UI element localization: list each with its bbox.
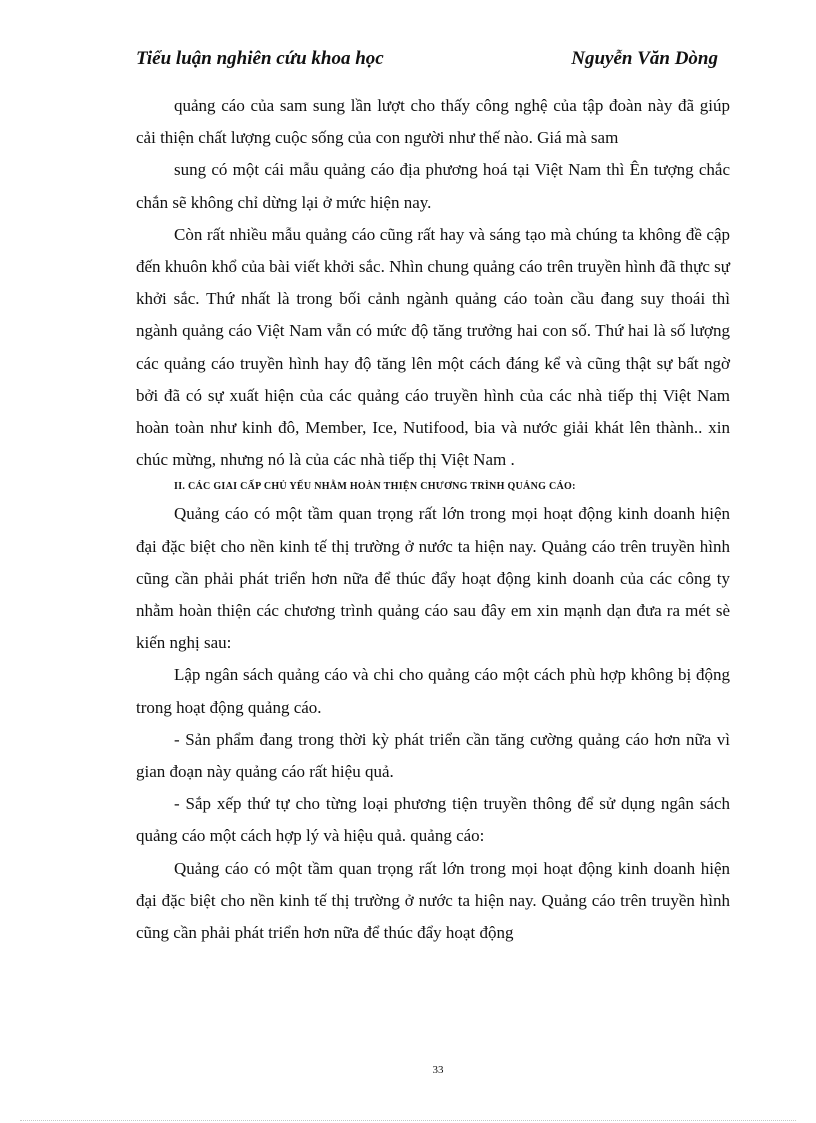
section-heading: II. CÁC GIAI CẤP CHỦ YẾU NHẰM HOÀN THIỆN CHƯƠNG TRÌNH QUẢNG CÁO: [174,481,576,493]
header-author: Nguyễn Văn Dòng [571,48,718,69]
paragraph-6: - Sản phẩm đang trong thời kỳ phát triển cần tăng cường quảng cáo hơn nữa vì gian đoạn này quảng cáo rất hiệu quả. [136,729,730,782]
paragraph-3: Còn rất nhiều mẫu quảng cáo cũng rất hay và sáng tạo mà chúng ta không đề cập đến khuôn khổ của bài viết khởi sắc. Nhìn chung quảng cáo trên truyền hình đã thực sự khởi sắc. Thứ nhất là trong bối cảnh ngành quảng cáo toàn cầu đang suy thoái thì ngành quảng cáo Việt Nam vẫn có mức độ tăng trưởng hai con số. Thứ hai là số lượng các quảng cáo truyền hình hay độ tăng lên một cách đáng kể và cũng thật sự bất ngờ bởi đã có sự xuất hiện của các quảng cáo truyền hình của các nhà tiếp thị Việt Nam hoàn toàn như kinh đô, Member, Ice, Nutifood, bia và nước giải khát lên thành.. xin chúc mừng, nhưng nó là của các nhà tiếp thị Việt Nam . [136,224,730,470]
paragraph-8: Quảng cáo có một tầm quan trọng rất lớn trong mọi hoạt động kinh doanh hiện đại đặc biệt cho nền kinh tế thị trường ở nước ta hiện nay. Quảng cáo trên truyền hình cũng cần phải phát triển hơn nữa để thúc đẩy hoạt động [136,858,730,943]
paragraph-2: sung có một cái mẫu quảng cáo địa phương hoá tại Việt Nam thì Ên tượng chắc chắn sẽ không chỉ dừng lại ở mức hiện nay. [136,160,730,212]
paragraph-5: Lập ngân sách quảng cáo và chi cho quảng cáo một cách phù hợp không bị động trong hoạt động quảng cáo. [136,665,730,717]
paragraph-1: quảng cáo của sam sung lần lượt cho thấy công nghệ của tập đoàn này đã giúp cải thiện chất lượng cuộc sống của con người như thế nào. Giá mà sam [136,96,730,148]
page-header [136,48,718,70]
header-title: Tiểu luận nghiên cứu khoa học [136,48,384,69]
document-body [136,90,730,949]
page-number: 33 [432,1064,444,1076]
paragraph-4: Quảng cáo có một tầm quan trọng rất lớn trong mọi hoạt động kinh doanh hiện đại đặc biệt cho nền kinh tế thị trường ở nước ta hiện nay. Quảng cáo trên truyền hình cũng cần phải phát triển hơn nữa để thúc đẩy hoạt động kinh doanh của các công ty nhằm hoàn thiện các chương trình quảng cáo sau đây em xin mạnh dạn đưa ra mét sè kiến nghị sau: [136,504,730,653]
paragraph-7: - Sắp xếp thứ tự cho từng loại phương tiện truyền thông để sử dụng ngân sách quảng cáo một cách hợp lý và hiệu quả. quảng cáo: [136,794,730,846]
page-bottom-border [20,1120,796,1121]
